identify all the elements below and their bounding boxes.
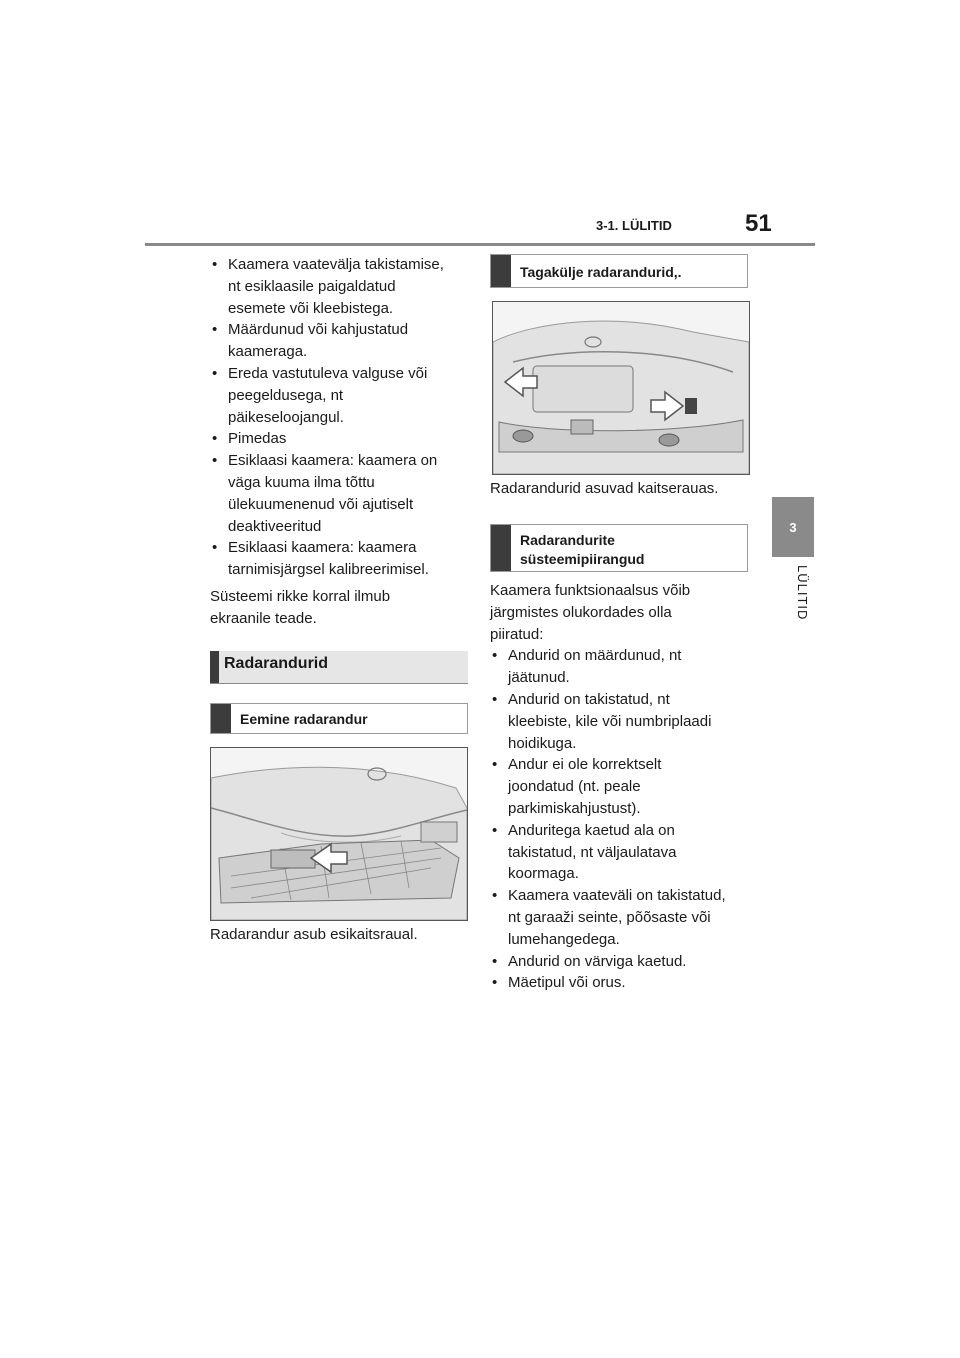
page-number: 51 (745, 210, 772, 237)
list-item (210, 254, 472, 319)
bullet-dot: • (492, 756, 498, 774)
list-item-line: Anduritega kaetud ala on (508, 821, 675, 839)
bullet-dot: • (212, 430, 218, 448)
list-item (210, 537, 472, 581)
subheading-radar-limits (490, 524, 748, 572)
intro-line: piiratud: (490, 625, 544, 643)
list-item-line: kaameraga. (228, 343, 308, 361)
list-item-line: ülekuumenenud või ajutiselt (228, 495, 414, 513)
right-bullet-list (490, 645, 752, 994)
bullet-dot: • (212, 452, 218, 470)
list-item-line: hoidikuga. (508, 734, 577, 752)
header-rule (145, 243, 815, 246)
list-item-line: nt esiklaasile paigaldatud (228, 277, 396, 295)
rear-bumper-drawing (493, 302, 749, 474)
subheading-line: süsteemipiirangud (520, 551, 645, 567)
list-item (490, 820, 752, 885)
bullet-dot: • (212, 321, 218, 339)
list-item-line: joondatud (nt. peale (508, 778, 641, 796)
list-item (210, 450, 472, 537)
left-paragraph (210, 586, 472, 630)
list-item (490, 645, 752, 689)
chapter-tab-label: LÜLITID (795, 565, 810, 621)
list-item (210, 363, 472, 428)
list-item-line: Esiklaasi kaamera: kaamera (228, 539, 417, 557)
list-item-line: Andurid on määrdunud, nt (508, 647, 682, 665)
bullet-dot: • (492, 821, 498, 839)
list-item-line: takistatud, nt väljaulatava (508, 843, 677, 861)
rear-bumper-illustration (492, 301, 750, 475)
list-item-line: Määrdunud või kahjustatud (228, 321, 409, 339)
list-item-line: deaktiveeritud (228, 517, 322, 535)
list-item (490, 972, 752, 994)
front-figure-caption: Radarandur asub esikaitsraual. (210, 926, 418, 943)
intro-line: Kaamera funktsionaalsus võib (490, 582, 691, 599)
list-item-line: Andurid on takistatud, nt (508, 690, 670, 708)
list-item (490, 885, 752, 950)
list-item-line: parkimiskahjustust). (508, 799, 641, 817)
list-item (210, 319, 472, 363)
heading-bar (491, 255, 511, 287)
list-item-line: Andur ei ole korrektselt (508, 756, 662, 774)
bullet-dot: • (492, 887, 498, 905)
list-item-line: peegeldusega, nt (228, 386, 344, 404)
subheading-text: Tagakülje radarandurid,. (520, 264, 682, 280)
subheading-front-radar (210, 703, 468, 734)
front-bumper-illustration (210, 747, 468, 921)
section-heading-radarandurid (210, 651, 468, 684)
heading-bar (210, 651, 219, 683)
list-item (490, 689, 752, 754)
bullet-dot: • (492, 952, 498, 970)
section-title: 3-1. LÜLITID (596, 218, 672, 233)
list-item-line: Kaamera vaatevälja takistamise, (228, 256, 444, 273)
list-item (490, 951, 752, 973)
bullet-dot: • (212, 256, 218, 273)
list-item-line: väga kuuma ilma tõttu (228, 473, 375, 491)
list-item-line: tarnimisjärgsel kalibreerimisel. (228, 561, 429, 579)
list-item-line: lumehangedega. (508, 930, 620, 948)
left-bullet-list (210, 254, 472, 581)
heading-bar (211, 704, 231, 733)
list-item-line: jäätunud. (508, 669, 570, 687)
list-item-line: Andurid on värviga kaetud. (508, 952, 687, 970)
list-item-line: nt garaaži seinte, põõsaste või (508, 908, 711, 926)
subheading-text (520, 531, 741, 569)
bullet-dot: • (212, 539, 218, 557)
list-item-line: Pimedas (228, 430, 287, 448)
subheading-rear-radar (490, 254, 748, 288)
list-item (490, 754, 752, 819)
list-item-line: koormaga. (508, 865, 579, 883)
intro-line: järgmistes olukordades olla (490, 603, 672, 621)
bullet-dot: • (212, 364, 218, 382)
subheading-text: Eemine radarandur (240, 711, 368, 727)
bullet-dot: • (492, 974, 498, 992)
section-heading-text: Radarandurid (224, 655, 329, 672)
paragraph-line: ekraanile teade. (210, 609, 317, 627)
heading-bar (491, 525, 511, 571)
list-item (210, 428, 472, 450)
front-bumper-drawing (211, 748, 467, 920)
list-item-line: kleebiste, kile või numbriplaadi (508, 712, 712, 730)
list-item-line: Esiklaasi kaamera: kaamera on (228, 452, 438, 470)
right-intro (490, 580, 752, 994)
subheading-line: Radarandurite (520, 532, 615, 548)
chapter-tab: 3 (772, 497, 814, 557)
bullet-dot: • (492, 690, 498, 708)
paragraph-line: Süsteemi rikke korral ilmub (210, 588, 391, 605)
list-item-line: päikeseloojangul. (228, 408, 344, 426)
list-item-line: Mäetipul või orus. (508, 974, 626, 992)
list-item-line: Kaamera vaateväli on takistatud, (508, 887, 726, 905)
bullet-dot: • (492, 647, 498, 665)
list-item-line: Ereda vastutuleva valguse või (228, 364, 428, 382)
rear-figure-caption: Radarandurid asuvad kaitserauas. (490, 480, 719, 497)
list-item-line: esemete või kleebistega. (228, 299, 394, 317)
